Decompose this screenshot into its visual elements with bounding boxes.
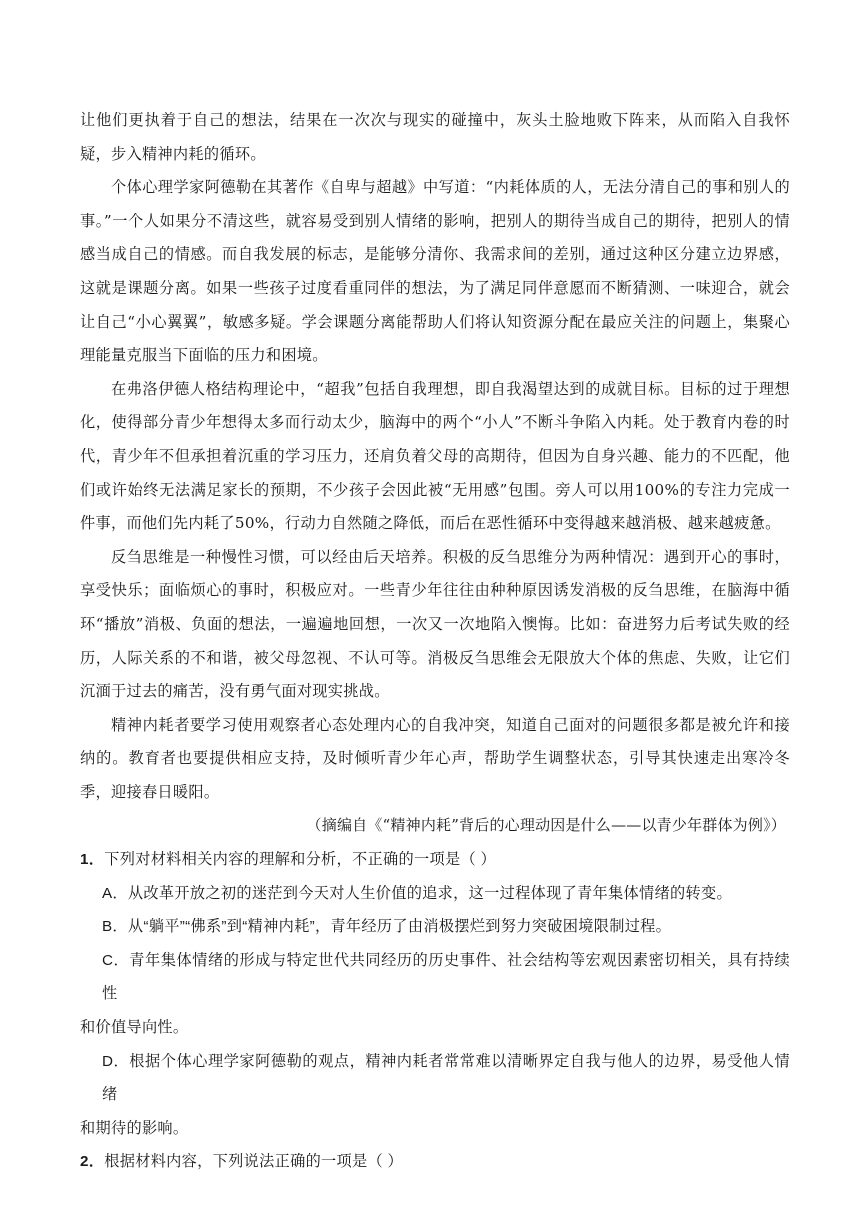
question-text: 下列对材料相关内容的理解和分析，不正确的一项是（ ） xyxy=(104,851,496,869)
option-text-continued: 和期待的影响。 xyxy=(80,1119,189,1137)
passage-paragraph-3: 反刍思维是一种慢性习惯，可以经由后天培养。积极的反刍思维分为两种情况：遇到开心的事时，享受快乐；面临烦心的事时，积极应对。一些青少年往往由种种原因诱发消极的反刍思维，在脑海中循环“播放”消极、负面的想法，一遍遍地回想，一次又一次地陷入懊悔。比如：奋进努力后考试失败的经历，人际关系的不和谐，被父母忽视、不认可等。消极反刍思维会无限放大个体的焦虑、失败，让它们沉湎于过去的痛苦，没有勇气面对现实挑战。 xyxy=(80,547,790,701)
option-text-continued: 和价值导向性。 xyxy=(80,1019,189,1037)
question-number: 1． xyxy=(80,851,105,869)
passage-paragraph-0: 让他们更执着于自己的想法，结果在一次次与现实的碰撞中，灰头土脸地败下阵来，从而陷入自我怀疑，步入精神内耗的循环。 xyxy=(80,111,790,163)
passage-source: （摘编自《“精神内耗”背后的心理动因是什么——以青少年群体为例》） xyxy=(306,816,786,835)
option-letter: D． xyxy=(102,1052,130,1070)
passage-paragraph-4: 精神内耗者要学习使用观察者心态处理内心的自我冲突，知道自己面对的问题很多都是被允许和接纳的。教育者也要提供相应支持，及时倾听青少年心声，帮助学生调整状态，引导其快速走出寒冷冬季，迎接春日暖阳。 xyxy=(80,715,790,801)
question-stem xyxy=(80,1145,790,1179)
option-letter: C． xyxy=(102,951,130,969)
option-d[interactable] xyxy=(80,1045,790,1146)
passage-paragraph-1: 个体心理学家阿德勒在其著作《自卑与超越》中写道：“内耗体质的人，无法分清自己的事和别人的事。”一个人如果分不清这些，就容易受到别人情绪的影响，把别人的期待当成自己的期待，把别人的情感当成自己的情感。而自我发展的标志，是能够分清你、我需求间的差别，通过这种区分建立边界感，这就是课题分离。如果一些孩子过度看重同伴的想法，为了满足同伴意愿而不断猜测、一味迎合，就会让自己“小心翼翼”，敏感多疑。学会课题分离能帮助人们将认知资源分配在最应关注的问题上，集聚心理能量克服当下面临的压力和困境。 xyxy=(80,178,790,365)
question-stem xyxy=(80,843,790,877)
option-text: 从“躺平”“佛系”到“精神内耗”，青年经历了由消极摆烂到努力突破困境限制过程。 xyxy=(127,918,672,936)
option-letter: B． xyxy=(102,918,128,936)
option-a[interactable] xyxy=(80,877,790,911)
question-2 xyxy=(80,1145,790,1179)
option-text: 根据个体心理学家阿德勒的观点，精神内耗者常常难以清晰界定自我与他人的边界，易受他人情绪 xyxy=(102,1052,790,1104)
option-letter: A． xyxy=(102,884,128,902)
option-text: 从改革开放之初的迷茫到今天对人生价值的追求，这一过程体现了青年集体情绪的转变。 xyxy=(127,884,732,902)
option-c[interactable] xyxy=(80,944,790,1045)
document-page xyxy=(80,104,790,1179)
question-number: 2． xyxy=(80,1153,105,1171)
question-1 xyxy=(80,843,790,1145)
question-text: 根据材料内容，下列说法正确的一项是（ ） xyxy=(104,1153,404,1171)
option-b[interactable] xyxy=(80,910,790,944)
passage-paragraph-2: 在弗洛伊德人格结构理论中，“超我”包括自我理想，即自我渴望达到的成就目标。目标的过于理想化，使得部分青少年想得太多而行动太少，脑海中的两个“小人”不断斗争陷入内耗。处于教育内卷的时代，青少年不但承担着沉重的学习压力，还肩负着父母的高期待，但因为自身兴趣、能力的不匹配，他们或许始终无法满足家长的预期，不少孩子会因此被“无用感”包围。旁人可以用100%的专注力完成一件事，而他们先内耗了50%，行动力自然随之降低，而后在恶性循环中变得越来越消极、越来越疲惫。 xyxy=(80,379,790,533)
option-text: 青年集体情绪的形成与特定世代共同经历的历史事件、社会结构等宏观因素密切相关，具有持续性 xyxy=(102,951,790,1003)
